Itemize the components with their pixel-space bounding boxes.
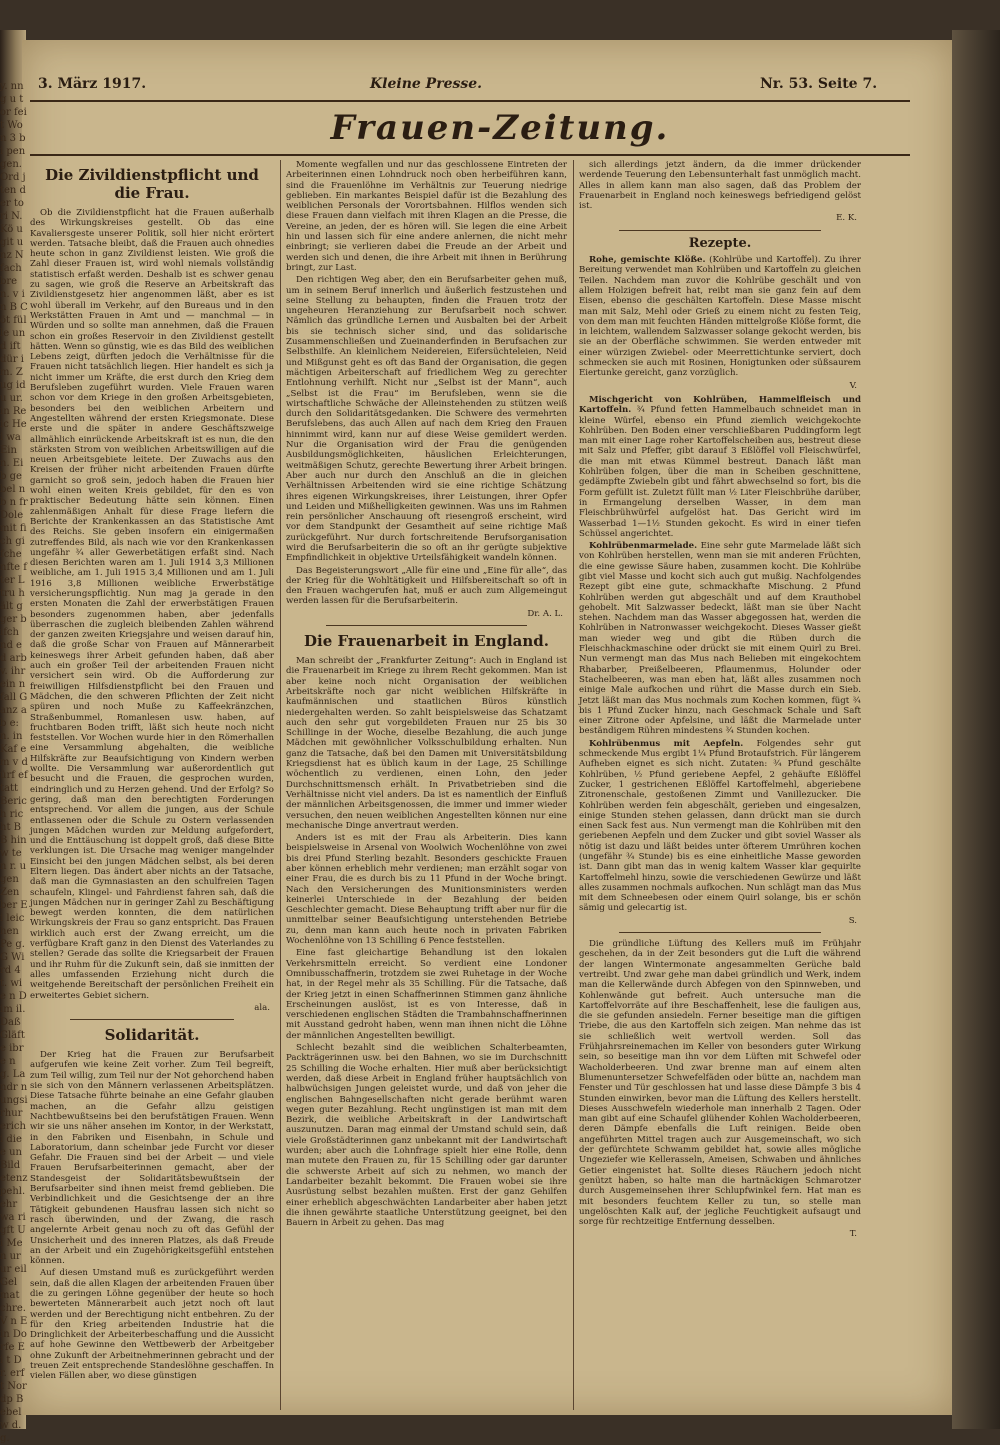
column-2 [286, 160, 567, 1410]
article-paragraph: Schlecht bezahlt sind die weiblichen Schalterbeamten, Packträgerinnen usw. bei den Bahnen, wo sie im Durchschnitt 25 Schilling die Woche erhalten. Hier muß aber berücksichtigt werden, daß diese Arbeit in England früher hauptsächlich von halbwüchsigen Jungen geleistet wurde, und daß von jeher die englischen Bahngesellschaften nicht gerade berühmt waren wegen guter Bezahlung. Recht ungünstigen ist man mit dem Bezirk, die weibliche Arbeitskraft in der Landwirtschaft auszunutzen. Daran mag einmal der Umstand schuld sein, daß viele Großstädterinnen ganz unbekannt mit der Landwirtschaft wurden; aber auch die Lohnfrage spielt hier eine Rolle, denn man mutete den Frauen zu, für 15 Schilling oder gar darunter die schwerste Arbeit auf sich zu nehmen, wo manch der Landarbeiter bezahlt bekommt. Die Frauen wobei sie ihre Ausrüstung selbst bezahlen mußten. Erst der ganz Gehilfen einer erheblich abgeschwächten Landarbeiter aber haben jetzt die ihnen gewährte staatliche Unterstützung geeignet, bei den Bauern in Arbeit zu gehen. Das mag [286, 1043, 567, 1229]
page-header [30, 68, 910, 98]
article-separator [70, 1019, 234, 1020]
article-paragraph: Anders ist es mit der Frau als Arbeiterin. Dies kann beispielsweise in Arsenal von Woolwich Wochenlöhne von zwei bis drei Pfund Sterling bezahlt. Besonders geschickte Frauen aber können erheblich mehr verdienen; man erzählt sogar von einer Frau, die es durch bis zu 11 Pfund in der Woche bringt. Nach den Versicherungen des Munitionsministers werden keinerlei Unterschiede in der Bezahlung der beiden Geschlechter gemacht. Diese Behauptung trifft aber nur für die unmittelbar seiner Beaufsichtigung unterstehenden Betriebe zu, denn man kann auch heute noch in privaten Fabriken Wochenlöhne von 13 Schilling 6 Pence feststellen. [286, 833, 567, 947]
page-edge [952, 30, 1000, 1429]
header-page-info: Nr. 53. Seite 7. [760, 76, 878, 92]
article-title: Solidarität. [104, 1026, 200, 1045]
article-paragraph: Das Begeisterungswort „Alle für eine und „Eine für alle“, das der Krieg für die Wohltätigkeit und Hilfsbereitschaft so oft in den Frauen wachgerufen hat, muß er auch zum Allgemeingut werden lassen für die Berufsarbeiterin. [286, 565, 567, 607]
article-separator [619, 230, 821, 231]
section-title: Frauen-Zeitung. [330, 108, 670, 148]
article-title: Die Frauenarbeit in England. [303, 632, 550, 651]
article-paragraph: Den richtigen Weg aber, den ein Berufsarbeiter gehen muß, um in seinem Beruf innerlich und äußerlich festzustehen und seine Stellung zu behaupten, finden die Frauen trotz der ungeheuren Heranziehung zur Berufsarbeit noch schwer. Nämlich das gründliche Lernen und Ausbalten bei der Arbeit bis sie technisch sicher sind, und das solidarische Zusammenschließen und Zueinanderfinden in Berufsachen zur Selbsthilfe. An kleinlichem Neidereien, Eifersüchteleien, Neid und Mißgunst geht es oft das Band der Organisation, die gegen mächtigen Arbeiterschaft auf friedlichem Weg zu gerechter Entlohnung verhilft. Nicht nur „Selbst ist der Mann“, auch „Selbst ist die Frau“ im Berufsleben, wenn sie die wirtschaftliche Schwäche der Alleinstehenden zu stützen weiß durch den Solidaritätsgedanken. Die Schwere des vermehrten Berufslebens, das auch Allen auf nach dem Krieg den Frauen hinnimmt wird, kann nur auf diese Weise gemildert werden. Nur die Organisation wird der Frau die genügenden Ausbildungsmöglichkeiten, häuslichen Erleichterungen, weitmäßigen Schutz, gerechte Bewertung ihrer Arbeit bringen. Aber auch nur durch den Anschluß an die in gleichen Verhältnissen Arbeitenden wird sie eine richtige Schätzung ihres eigenen Wirkungskreises, ihrer Leistungen, ihrer Opfer und Leiden und Mißhelligkeiten gewinnen. Was uns im Rahmen rein persönlicher Anschauung oft riesengroß erscheint, wird vor dem Standpunkt der Gesamtheit auf seine richtige Maß zurückgeführt. Nur durch fortschreitende Berufsorganisation wird die Berufsarbeiterin die so oft an ihr gerügte subjektive Empfindlichkeit in objektive Urteilsfähigkeit wandeln können. [286, 275, 567, 564]
recipe-text: (Kohlrübe und Kartoffel). Zu ihrer Bereitung verwendet man Kohlrüben und Kartoffeln zu gleichen Teilen. Nachdem man zuvor die Kohlrübe geschält und von allem Holzigen befreit hat, reibt man sie ganz fein auf dem Eisen, ebenso die geschälten Kartoffeln. Diese Masse mischt man mit Salz, Mehl oder Grieß zu einem nicht zu festen Teig, von dem man mit feuchten Händen mittelgroße Klöße formt, die in leichtem, wallendem Salzwasser solange gekocht werden, bis sie an der Oberfläche schwimmen. Sie werden entweder mit einer würzigen Zwiebel- oder Meerrettichtunke serviert, doch schmecken sie auch mit Rosinen, Honigtunken oder süßsaurem Eiertunke gereicht, ganz vorzüglich. [579, 255, 861, 379]
article-signature: Dr. A. L. [527, 608, 563, 619]
header-date: 3. März 1917. [38, 76, 147, 92]
recipe-paragraph [579, 255, 861, 379]
column-3 [579, 160, 861, 1410]
article-separator [619, 932, 821, 933]
recipe-name: Kohlrübenmus mit Aepfeln. [589, 738, 744, 749]
recipe-text: ¾ Pfund fetten Hammelbauch schneidet man in kleine Würfel, ebenso ein Pfund ziemlich weichgekochte Kohlrüben. Den Boden einer verschließbaren Puddingform legt man mit einer Lage roher Kartoffelscheiben aus, bestreut diese mit Salz und Pfeffer, gibt darauf 3 Eßlöffel voll Fleischwürfel, die man mit etwas Kümmel bestreut. Danach läßt man Kohlrüben folgen, über die man in Scheiben geschnittene, gedämpfte Zwiebeln gibt und fährt abwechselnd so fort, bis die Form gefüllt ist. Zuletzt füllt man ½ Liter Fleischbrühe darüber, in Ermangelung derselben Wasser, in dem man Fleischbrühwürfel aufgelöst hat. Das Gericht wird im Wasserbad 1—1½ Stunden gekocht. Es wird in einer tiefen Schüssel angerichtet. [579, 405, 862, 539]
article-paragraph: Die gründliche Lüftung des Kellers muß im Frühjahr geschehen, da in der Zeit besonders gut die Luft die während der langen Wintermonate angesammelten Gerüche bald vertreibt. Und zwar gehe man dabei gründlich und Werk, indem man die Kellerwände durch Abfegen von den Spinnweben, und Kohlenwände gut befreit. Auch untersuche man die Kartoffelvorräte auf ihre Beschaffenheit, lese die fauligen aus, die sie gefunden ansiedeln. Ferner beseitige man die giftigen Triebe, die aus den Kartoffeln sich zeigen. Man nehme das ist sie schließlich weit wertvoll werden. Soll das Frühjahrsreinemachen im Keller von besonders guter Wirkung sein, so beseitige man ihn vor dem Lüften mit Schwefel oder Wacholderbeeren. Und zwar brenne man auf einem alten Blumenuntersetzer Schwefelfäden oder bütte an, nachdem man Fenster und Tür geschlossen hat und lasse diese Dämpfe 3 bis 4 Stunden einwirken, bevor man die Lüftung des Kellers herstellt. Dieses Ausschwefeln wiederhole man innerhalb 2 Tagen. Oder man gibt auf eine Schaufel glühender Kohlen Wacholderbeeren, deren Dämpfe ebenfalls die Luft reinigen. Beide oben angeführten Mittel tragen auch zur Ausgemeinschaft, wo sich der gefürchtete Schwamm gebildet hat, sowie alles mögliche Ungeziefer wie Kellerasseln, Ameisen, Schwaben und ähnliches Getier eingenistet hat. Sollte dieses Räuchern jedoch nicht genützt haben, so halte man die hartnäckigen Schmarotzer durch Ausgemeinsehen ihrer Schlupfwinkel fern. Hat man es mit besonders feuchtem Keller zu tun, so stelle man ungelöschten Kalk auf, der jegliche Feuchtigkeit aufsaugt und sorge für rechtzeitige Entfernung desselben. [579, 939, 861, 1228]
header-rule [30, 100, 910, 102]
article-signature: E. K. [836, 213, 857, 224]
article-paragraph: Auf diesen Umstand muß es zurückgeführt werden sein, daß die allen Klagen der arbeitenden Frauen über die zu geringen Löhne gegenüber der heute so hoch bewerteten Männerarbeit auch jetzt noch oft laut werden und der Berechtigung nicht entbehren. Zu der für den Krieg arbeitenden Industrie hat die Dringlichkeit der Arbeiterbeschaffung und die Aussicht auf hohe Gewinne den Wettbewerb der Arbeitgeber ohne Zukunft der Arbeitnehmerinnen gebracht und der treuen Zeit entsprechende Standeslöhne geschaffen. In vielen Fällen aber, wo diese günstigen [30, 1268, 274, 1382]
article-paragraph: Ob die Zivildienstpflicht hat die Frauen außerhalb des Wirkungskreises gestellt. Ob das eine Kavaliersgeste unserer Politik, soll hier nicht erörtert werden. Tatsache bleibt, daß die Frauen auch ohnedies heute schon in ganz Zivildienst leisten. Wie groß die Zahl dieser Frauen ist, wird wohl niemals vollständig statistisch erfaßt werden. Deshalb ist es schwer genau zu sagen, wie groß die Reserve an Arbeitskraft das Zivildienstgesetz hier angenommen läßt, aber es ist wohl überall im Verkehr, auf den Bureaus und in den Werkstätten Frauen in Amt und — manchmal — in Würden und so sollte man annehmen, daß die Frauen schon ein großes Reservoir in den Zivildienst gestellt hätten. Wenn so günstig, wie es das Bild des weiblichen Lebens zeigt, dürften jedoch die Verhältnisse für die Frauen nicht tatsächlich liegen. Hier handelt es sich ja nicht immer um Kräfte, die erst durch den Krieg dem Berufsleben zugeführt wurden. Viele Frauen waren schon vor dem Kriege in den großen Arbeitsgebieten, besonders bei den weiblichen Arbeitern und Angestellten während der ersten Kriegsmonate. Diese erste und die später in andere Geschäftszweige allmählich einrückende Arbeitskraft ist es nun, die den stärksten Strom von weiblichen Arbeitswilligen auf die neuen Arbeitsgebiete leitete. Der Zuwachs aus den Kreisen der früher nicht arbeitenden Frauen dürfte garnicht so groß sein, jedoch haben die Frauen hier wohl einen weiten Kreis gebildet, für den es von praktischer Bedeutung hätte sein können. Einen zahlenmäßigen Anhalt für diese Frage liefern die Berichte der Krankenkassen an das Statistische Amt des Reichs. Sie geben insofern ein einigermaßen zutreffendes Bild, als nach wie vor den Krankenkassen ungefähr ¾ aller Gewerbetätigen erfaßt sind. Nach diesen Berichten waren am 1. Juli 1914 3,3 Millionen weibliche, am 1. Juli 1915 3,4 Millionen und am 1. Juli 1916 3,8 Millionen weibliche Erwerbstätige versicherungspflichtig. Nun mag ja gerade in den ersten Monaten die Zahl der erwerbstätigen Frauen besonders zugenommen haben, aber jedenfalls überraschen die zugleich bleibenden Zahlen während der ganzen zweiten Kriegsjahre und weisen darauf hin, daß die große Schar von Frauen auf Männerarbeit keineswegs ihrer Arbeit gefunden haben, daß aber auch ein großer Teil der arbeitenden Frauen nicht versichert sein wird. Ob die Aufforderung zur freiwilligen Hilfsdienstpflicht bei den Frauen und Mädchen, die den schweren Pflichten der Zeit nicht spüren und noch Muße zu Kaffeekränzchen, Straßenbummel, Romanlesen usw. haben, auf fruchtbaren Boden trifft, läßt sich heute noch nicht feststellen. Vor Wochen wurde hier in den Römerhallen eine Versammlung abgehalten, die weibliche Hilfskräfte zur Beaufsichtigung von Kindern werben wollte. Die Versammlung war außerordentlich gut besucht und die Frauen, die gesprochen wurden, eindringlich und zu Herzen gehend. Und der Erfolg? So gering, daß man den berechtigten Forderungen entsprechend. Vor allem die jungen, aus der Schule entlassenen oder die Schule zu Ostern verlassenden jungen Mädchen wurden zur Meldung aufgefordert, und die Enttäuschung ist doppelt groß, daß diese Bitte verklungen ist. Die Ursache mag weniger mangelnder Einsicht bei den jungen Mädchen selbst, als bei deren Eltern liegen. Das ändert aber nichts an der Tatsache, daß man die Gymnasiasten an den schulfreien Tagen schaufeln, Klingel- und Fahrdienst fahren sah, daß die jungen Mädchen nur in geringer Zahl zu Beschäftigung bewegt werden konnten, die dem natürlichen Wirkungskreis der Frau so ganz entspricht. Das Frauen wirklich auch erst der Zwang erreicht, um die verfügbare Kraft ganz in den Dienst des Vaterlandes zu stellen? Gerade das sollte die Kriegsarbeit der Frauen und ihr Ruhm für die Zukunft sein, daß sie inmitten der alles umfassenden Erziehung nicht durch die weitgehende Bereitschaft der persönlichen Freiheit ein erweitertes Gebiet sichern. [30, 208, 274, 1001]
recipe-paragraph [579, 739, 861, 914]
header-paper-name: Kleine Presse. [370, 76, 483, 92]
article-signature: ala. [254, 1002, 270, 1013]
article-paragraph: sich allerdings jetzt ändern, da die immer drückender werdende Teuerung den Lebensunterhalt fast unmöglich macht. Alles in allem kann man also sagen, daß das Problem der Frauenarbeit in England noch keineswegs befriedigend gelöst ist. [579, 160, 861, 212]
article-paragraph: Man schreibt der „Frankfurter Zeitung“: Auch in England ist die Frauenarbeit im Kriege zu ihrem Recht gekommen. Man ist aber keine noch nicht Organisation der weiblichen Arbeitskräfte noch gar nicht weiblichen Hilfskräfte in kaufmännischen und staatlichen Büros künstlich niedergehalten werden. So zahlt beispielsweise das Schatzamt auch den sehr gut vorgebildeten Frauen nur 25 bis 30 Schillinge in der Woche, dieselbe Bezahlung, die auch junge Mädchen mit gewöhnlicher Volksschulbildung erhalten. Nun ganz die Tatsache, daß bei den Damen mit Universitätsbildung Kriegsdienst hat es üblich kaum in der Lage, 25 Schillinge wöchentlich zu verdienen, einen Lohn, den jeder Durchschnittsmensch erhält. In Privatbetrieben sind die Verhältnisse nicht viel anders. Da ist es namentlich der Einfluß der männlichen Arbeitsgenossen, die immer und immer wieder versuchen, den neuen weiblichen Angestellten können nur eine mechanische Dinge anvertraut werden. [286, 656, 567, 831]
recipe-signature: S. [848, 915, 857, 926]
recipe-signature: V. [849, 380, 857, 391]
recipe-name: Kohlrübenmarmelade. [589, 541, 698, 552]
recipe-paragraph [579, 395, 861, 539]
section-heading-recipes: Rezepte. [688, 235, 752, 251]
recipe-paragraph [579, 541, 861, 737]
column-divider [280, 160, 281, 1410]
article-signature: T. [849, 1229, 857, 1240]
title-rule [30, 154, 910, 156]
article-paragraph: Momente wegfallen und nur das geschlossene Eintreten der Arbeiterinnen einen Lohndruck noch oben herbeiführen kann, sind die Frauenlöhne im Verhältnis zur Teuerung niedrige geblieben. Ein markantes Beispiel dafür ist die Bezahlung des weiblichen Personals der Vorortsbahnen. Hilflos wenden sich diese Frauen dann vielfach mit ihren Klagen an die Presse, die Vereine, an jeden, der es hören will. Sie legen die eine Arbeit hin und lassen sich für eine andere anlernen, die nicht mehr einbringt; sie verlieren dabei die Freude an der Arbeit und werden sich und denen, die ihre Arbeit mit ihnen in Berührung bringt, zur Last. [286, 160, 567, 273]
article-title: Die Zivildienstpflicht und die Frau. [45, 166, 259, 202]
column-1 [30, 160, 274, 1410]
article-separator [326, 625, 527, 626]
article-paragraph: Der Krieg hat die Frauen zur Berufsarbeit aufgerufen wie keine Zeit vorher. Zum Teil begreift, zum Teil willig, zum Teil nur der Not gehorchend haben sie sich von den Männern verlassenen Arbeitsplätzen. Diese Tatsache führte beinahe an eine Gefahr glauben machen, an die Gefahr allzu geistigen Nachtbewußtseins bei den berufstätigen Frauen. Wenn wir sie uns näher ansehen im Kontor, in der Werkstatt, in den Fabriken und Eisenbahn, in Schule und Laboratorium, dann scheinbar jede Furcht vor dieser Gefahr. Die Frauen sind bei der Arbeit — und viele Frauen Berufsarbeiterinnen gemacht, aber der Standesgeist der Solidaritätsbewußtsein der Berufsarbeiter sind ihnen meist fremd geblieben. Die Verbindlichkeit und die Gesichtsenge der an ihre Tätigkeit gebundenen Hausfrau lassen sich nicht so rasch überwinden, und der Zwang, die rasch angelernte Arbeit genau noch zu oft das Gefühl der Unsicherheit und des inneren Platzes, als daß Freude an der Arbeit und ein Zugehörigkeitsgefühl entstehen können. [30, 1050, 274, 1267]
adjacent-page-strip: y. nng u tor feit Wo n 3 bi pen gen. Ord jten der tori N. Kö ugit unz N fach bre n. v in B Cöt fülle und ift dür im. Zug id u ur. in Reic Hei wa Ein n. Eib gebel n b n fr Dole mit fich gifche nfte fter L tru hält g ger bifch nd ed arb v. ihr ein n fall Ganz ab e: n. in Kaf e m v dürf eftatt Berich richt B B hin w ten r. u gen Zen ber Ei leichen Pe g. G Wird 4 t. wie n D im il. Daß Gläfte ibre n g. Landr nungsi rhur erichi die e un Bild etenz pehl. ehr wa rigft Ui Men ur ur eil Gel mat chre. V n Ein Dorfe Ei t Dr. erft Nordp Bebel w d. g. [0, 81, 28, 1444]
recipe-text: Folgendes sehr gut schmeckende Mus ergibt 1¼ Pfund Brotaufstrich. Für längerem Aufheben eignet es sich nicht. Zutaten: ¾ Pfund geschälte Kohlrüben, ½ Pfund geriebene Aepfel, 2 gehäufte Eßlöffel Zucker, 1 gestrichenen Eßlöffel Kartoffelmehl, abgeriebene Zitronenschale, gestoßenen Zimmt und Vanillezucker. Die Kohlrüben werden fein abgeschält, gerieben und eingesalzen, einige Stunden stehen gelassen, dann drückt man sie durch einen Sack fest aus. Nun vermengt man die Kohlrüben mit den geriebenen Aepfeln und dem Zucker und gibt soviel Wasser als nötig ist dazu und läßt beides unter öfterem Umrühren kochen (ungefähr ¾ Stunde) bis es eine einheitliche Masse geworden ist. Dann gibt man das in wenig kaltem Wasser klar gequirlte Kartoffelmehl hinzu, sowie die verschiedenen Gewürze und läßt alles zusammen nochmals aufkochen. Nun schlägt man das Mus mit dem Schneebesen oder einem Quirl solange, bis er schön sämig und gelecartig ist. [579, 738, 861, 914]
column-divider [573, 160, 574, 1410]
article-paragraph: Eine fast gleichartige Behandlung ist den lokalen Verkehrsmitteln erreicht. So verdient eine Londoner Omnibusschaffnerin, trotzdem sie zwei Ruhetage in der Woche hat, in der Regel mehr als 35 Schilling. Für die Tatsache, daß der Krieg jetzt in einen Schaffnerinnen Stimmen ganz ähnliche Erscheinungen auslöst, ist es von Interesse, daß in verschiedenen englischen Städten die Trambahnschaffnerinnen mit Ausstand gedroht haben, wenn man ihnen nicht die Löhne der männlichen Angestellten bewilligt. [286, 948, 567, 1041]
recipe-name: Mischgericht von Kohlrüben, Hammelfleisch und Kartoffeln. [579, 394, 861, 416]
recipe-text: Eine sehr gute Marmelade läßt sich von Kohlrüben herstellen, wenn man sie mit anderen Früchten, die eine gewisse Säure haben, zusammen kocht. Die Kohlrübe gibt viel Masse und kocht sich auch gut mußig. Nachfolgendes Rezept gibt eine gute, schmackhafte Mischung. 2 Pfund Kohlrüben werden gut abgeschält und auf dem Krauthobel gehobelt. Mit Salzwasser bedeckt, läßt man sie über Nacht stehen. Nachdem man das Wasser abgegossen hat, werden die Kohlrüben in Natronwasser weichgekocht. Dieses Wasser gießt man wieder weg und gibt die Rüben durch die Fleischhackmaschine oder drückt sie mit einem Quirl zu Brei. Nun vermengt man das Mus nach Belieben mit eingekochtem Rhabarber, Preißelbeeren, Pflaumenmus, Holunder oder Stachelbeeren, was man eben hat, läßt alles zusammen noch einige Male aufkochen und rührt die Masse durch ein Sieb. Jetzt läßt man das Mus nochmals zum Kochen kommen, fügt ¾ bis 1 Pfund Zucker hinzu, nach Geschmack Schale und Saft einer Zitrone oder Apfelsine, und läßt die Marmelade unter beständigem Rühren mindestens ¾ Stunden kochen. [579, 541, 861, 737]
recipe-name: Rohe, gemischte Klöße. [589, 255, 706, 266]
